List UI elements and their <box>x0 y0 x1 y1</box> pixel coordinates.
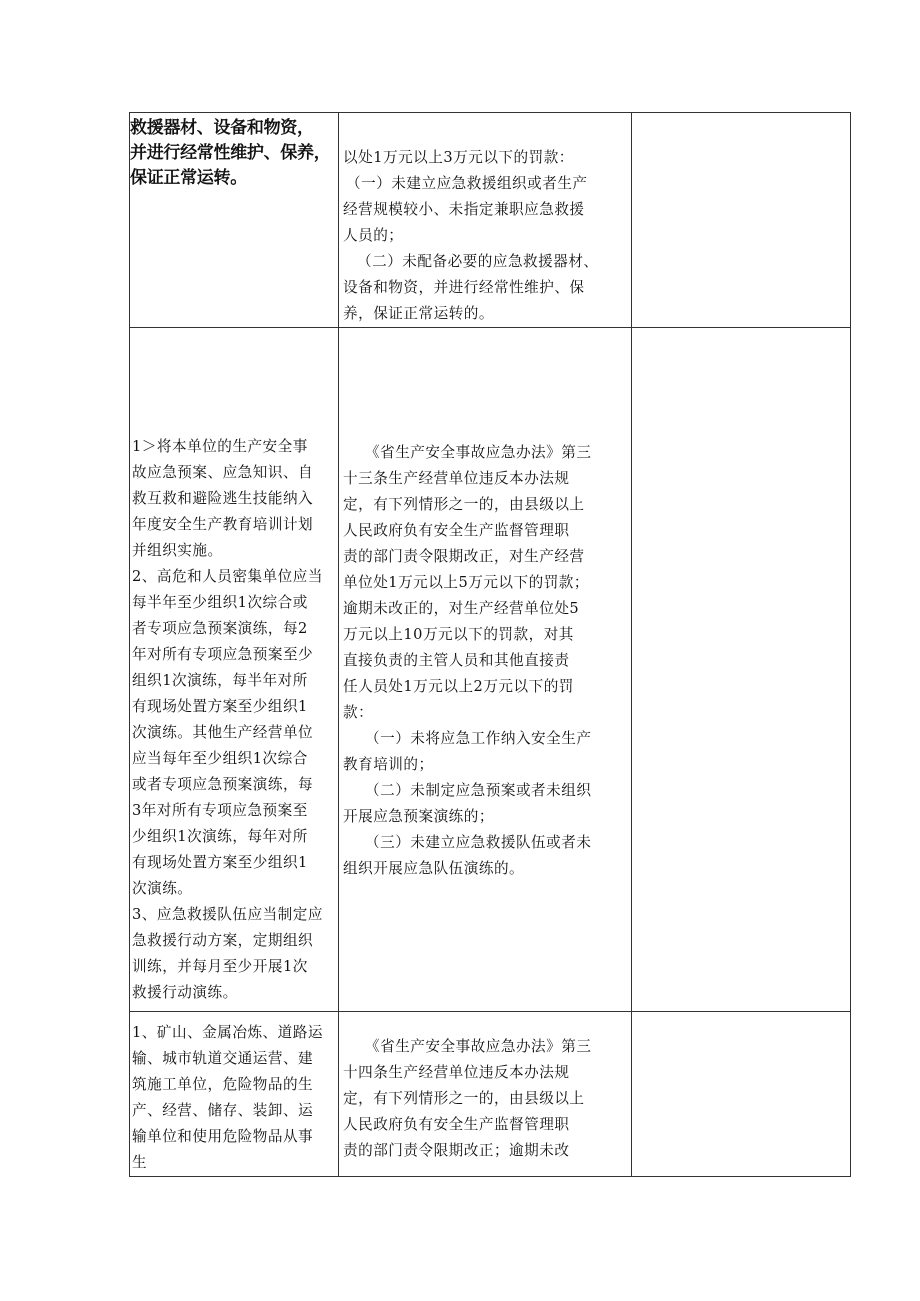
penalty-text: 《省生产安全事故应急办法》第三 十四条生产经营单位违反本办法规 定，有下列情形之一的，由县级以上 人民政府负有安全生产监督管理职 责的部门责令限期改正；逾期未改 <box>343 1038 592 1159</box>
remarks-cell <box>632 113 851 328</box>
requirement-text: 1＞将本单位的生产安全事 故应急预案、应急知识、自 救互救和避险逃生技能纳入 年度安全生产教育培训计划 并组织实施。 2、高危和人员密集单位应当 每半年至少组织1次综合或 者专项应急预案演练，每2 年对所有专项应急预案至少 组织1次演练，每半年对所 有现场处置方案至少组织1 次演练。其他生产经营单位 应当每年至少组织1次综合 或者专项应急预案演练，每 3年对所有专项应急预案至 少组织1次演练，每年对所 有现场处置方案至少组织1 次演练。 3、应急救援队伍应当制定应 急救援行动方案，定期组织 训练，并每月至少开展1次 救援行动演练。 <box>132 438 323 1001</box>
penalty-cell <box>339 328 632 1012</box>
penalty-text: 《省生产安全事故应急办法》第三 十三条生产经营单位违反本办法规 定，有下列情形之一的，由县级以上 人民政府负有安全生产监督管理职 责的部门责令限期改正，对生产经营 单位处1万元以上5万元以下的罚款； 逾期未改正的，对生产经营单位处5 万元以上10万元以下的罚款，对其 直接负责的主管人员和其他直接责 任人员处1万元以上2万元以下的罚 款： （一）未将应急工作纳入安全生产 教育培训的； （二）未制定应急预案或者未组织 开展应急预案演练的； （三）未建立应急救援队伍或者未 组织开展应急队伍演练的。 <box>343 444 592 877</box>
regulation-table <box>129 112 851 1177</box>
requirement-cell <box>130 113 339 328</box>
penalty-text: 以处1万元以上3万元以下的罚款： （一）未建立应急救援组织或者生产 经营规模较小、未指定兼职应急救援 人员的； （二）未配备必要的应急救援器材、 设备和物资，并进行经常性维护、保 养，保证正常运转的。 <box>343 149 599 322</box>
table-row <box>130 113 851 328</box>
penalty-cell <box>339 113 632 328</box>
requirement-text: 1、矿山、金属冶炼、道路运 输、城市轨道交通运营、建 筑施工单位，危险物品的生 产、经营、储存、装卸、运 输单位和使用危险物品从事 生 <box>132 1024 323 1171</box>
requirement-cell <box>130 1012 339 1177</box>
table-row <box>130 328 851 1012</box>
remarks-cell <box>632 1012 851 1177</box>
requirement-cell <box>130 328 339 1012</box>
requirement-text: 救援器材、设备和物资， 并进行经常性维护、保养， 保证正常运转。 <box>130 118 331 188</box>
penalty-cell <box>339 1012 632 1177</box>
remarks-cell <box>632 328 851 1012</box>
table-row <box>130 1012 851 1177</box>
